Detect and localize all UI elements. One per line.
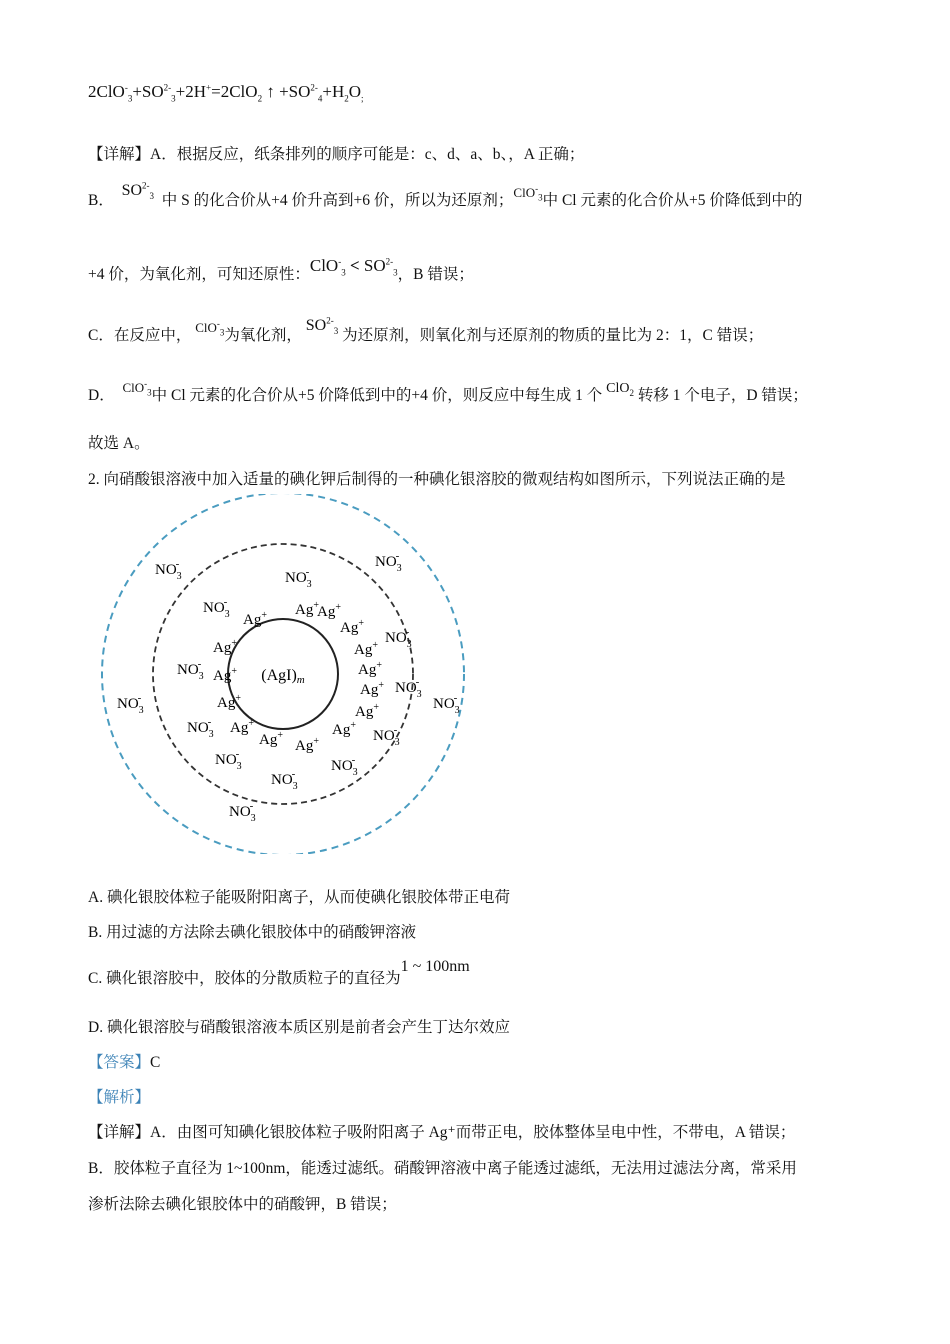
ag-ion-label: Ag+	[332, 720, 356, 738]
ag-ion-label: Ag+	[360, 680, 384, 698]
ag-ion-label: Ag+	[317, 602, 341, 620]
nitrate-ion-label: $NO_3-$	[285, 566, 312, 590]
nitrate-ion-label: $NO_3-$	[203, 596, 230, 620]
agi-colloid-diagram	[95, 494, 475, 854]
ag-ion-label: Ag+	[213, 666, 237, 684]
detail-a: 【详解】A．根据反应，纸条排列的顺序可能是：c、d、a、b、，A 正确；	[88, 146, 585, 163]
ag-ion-label: Ag+	[217, 693, 241, 711]
option-a: A. 碘化银胶体粒子能吸附阳离子，从而使碘化银胶体带正电荷	[88, 889, 510, 906]
equation: $2ClO^-_3+SO^{2-}_3+2H^+=2ClO_2$ ↑ $+SO^{2-}_4+H_2O_;$	[88, 82, 364, 104]
ag-ion-label: Ag+	[295, 600, 319, 618]
nitrate-ion-label: $NO_3-$	[385, 626, 412, 650]
detail-b-line1: B． $SO^{2-}_3$ 中 S 的化合价从+4 价升高到+6 价，所以为还原剂；$^{ClO^-_3}$中 Cl 元素的化合价从+5 价降低到中的	[88, 180, 803, 209]
q2-detail-b2: 渗析法除去碘化银胶体中的硝酸钾，B 错误；	[88, 1196, 397, 1213]
ag-ion-label: Ag+	[355, 702, 379, 720]
nitrate-ion-label: $NO_3-$	[215, 748, 242, 772]
core-label: (AgI)m	[261, 667, 305, 686]
nitrate-ion-label: $NO_3-$	[395, 676, 422, 700]
option-b: B. 用过滤的方法除去碘化银胶体中的硝酸钾溶液	[88, 924, 417, 941]
option-d: D. 碘化银溶胶与硝酸银溶液本质区别是前者会产生丁达尔效应	[88, 1019, 510, 1036]
answer-line: 【答案】C	[88, 1054, 161, 1071]
detail-d: D． $^{ClO^-_3}$中 Cl 元素的化合价从+5 价降低到中的+4 价，则反应中每生成 1 个 ClO$_2$ 转移 1 个电子，D 错误；	[88, 378, 808, 404]
ag-ion-label: Ag+	[213, 638, 237, 656]
question-2-stem: 2. 向硝酸银溶液中加入适量的碘化钾后制得的一种碘化银溶胶的微观结构如图所示，下列说法正确的是	[88, 471, 786, 488]
ag-ion-label: Ag+	[259, 730, 283, 748]
ag-ion-label: Ag+	[340, 618, 364, 636]
nitrate-ion-label: $NO_3-$	[433, 692, 460, 716]
nitrate-ion-label: $NO_3-$	[229, 800, 256, 824]
ag-ion-label: Ag+	[354, 640, 378, 658]
ag-ion-label: Ag+	[230, 718, 254, 736]
ag-ion-label: Ag+	[295, 736, 319, 754]
nitrate-ion-label: $NO_3-$	[117, 692, 144, 716]
analysis-tag: 【解析】	[88, 1089, 151, 1106]
nitrate-ion-label: $NO_3-$	[187, 716, 214, 740]
nitrate-ion-label: $NO_3-$	[177, 658, 204, 682]
detail-b-line2: +4 价，为氧化剂，可知还原性：$ClO^-_3 < SO^{2-}_3$，B 错误；	[88, 256, 474, 283]
option-c: C. 碘化银溶胶中，胶体的分散质粒子的直径为1 ~ 100nm	[88, 958, 470, 987]
nitrate-ion-label: $NO_3-$	[271, 768, 298, 792]
nitrate-ion-label: $NO_3-$	[155, 558, 182, 582]
detail-c: C．在反应中， $^{ClO^-_3}$为氧化剂， $SO^{2-}_3$ 为还原剂，则氧化剂与还原剂的物质的量比为 2：1，C 错误；	[88, 315, 764, 344]
nitrate-ion-label: $NO_3-$	[373, 724, 400, 748]
nitrate-ion-label: $NO_3-$	[331, 754, 358, 778]
nitrate-ion-label: $NO_3-$	[375, 550, 402, 574]
q2-detail-b1: B．胶体粒子直径为 1~100nm，能透过滤纸。硝酸钾溶液中离子能透过滤纸，无法用过滤法分离，常采用	[88, 1160, 797, 1177]
ag-ion-label: Ag+	[243, 610, 267, 628]
q2-detail-a: 【详解】A．由图可知碘化银胶体粒子吸附阳离子 Ag⁺而带正电，胶体整体呈电中性，不带电，A 错误；	[88, 1124, 796, 1141]
ag-ion-label: Ag+	[358, 660, 382, 678]
detail-end: 故选 A。	[88, 435, 150, 452]
